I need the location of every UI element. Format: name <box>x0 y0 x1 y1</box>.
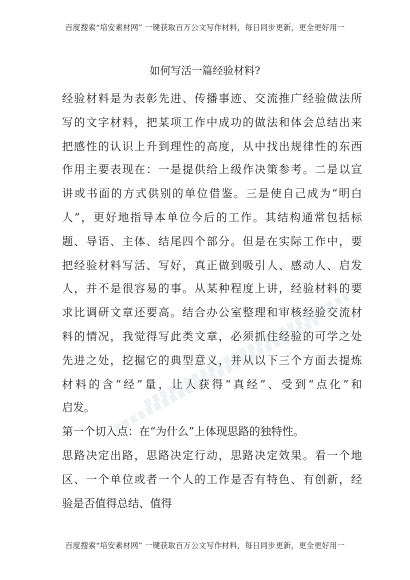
body-line: 思路决定出路，思路决定行动，思路决定效果。看一个地 <box>62 448 362 462</box>
body-line: 材料的含“经”量，让人获得“真经”、受到“点化”和 <box>62 377 362 391</box>
section-heading: 第一个切入点：在“为什么”上体现思路的独特性。 <box>62 425 305 439</box>
footer-banner: 百度搜索“培安素材网” 一键获取百万公文写作材料，每日同步更新，更全更好用一 <box>65 541 345 550</box>
document-body <box>62 87 362 515</box>
body-line: 经验材料是为表彰先进、传播事迹、交流推广经验做法所 <box>62 92 362 105</box>
body-line: 先进之处，挖掘它的典型意义，并从以下三个方面去提炼 <box>62 353 362 367</box>
body-line: 料的情况，我觉得写此类文章，必须抓住经验的可学之处 <box>62 329 362 343</box>
body-line: 区、一个单位或者一个人的工作是否有特色、有创新，经 <box>62 472 362 486</box>
body-line: 启发。 <box>62 401 95 415</box>
body-line: 写的文字材料，把某项工作中成功的做法和体会总结出来 <box>62 115 362 129</box>
body-line: 把感性的认识上升到理性的高度，从中找出规律性的东西 <box>62 139 362 153</box>
body-line: 人，并不是很容易的事。从某种程度上讲，经验材料的要 <box>62 282 362 296</box>
body-line: 作用主要表现在：一是提供给上级作决策参考。二是以宣 <box>62 163 362 177</box>
body-line: 题、导语、主体、结尾四个部分。但是在实际工作中，要 <box>62 234 362 248</box>
document-title: 如何写活一篇经验材料? <box>149 65 261 77</box>
header-banner: 百度搜索“培安素材网” 一键获取百万公文写作材料，每日同步更新，更全更好用一 <box>65 23 345 32</box>
body-line: 求比调研文章还要高。结合办公室整理和审核经验交流材 <box>62 306 362 320</box>
body-line: 验是否值得总结、值得 <box>62 496 172 510</box>
body-line: 把经验材料写活、写好，真正做到吸引人、感动人、启发 <box>62 258 362 272</box>
body-line: 人”，更好地指导本单位今后的工作。其结构通常包括标 <box>62 210 362 224</box>
body-line: 讲或书面的方式供别的单位借鉴。三是使自己成为“明白 <box>62 187 362 201</box>
